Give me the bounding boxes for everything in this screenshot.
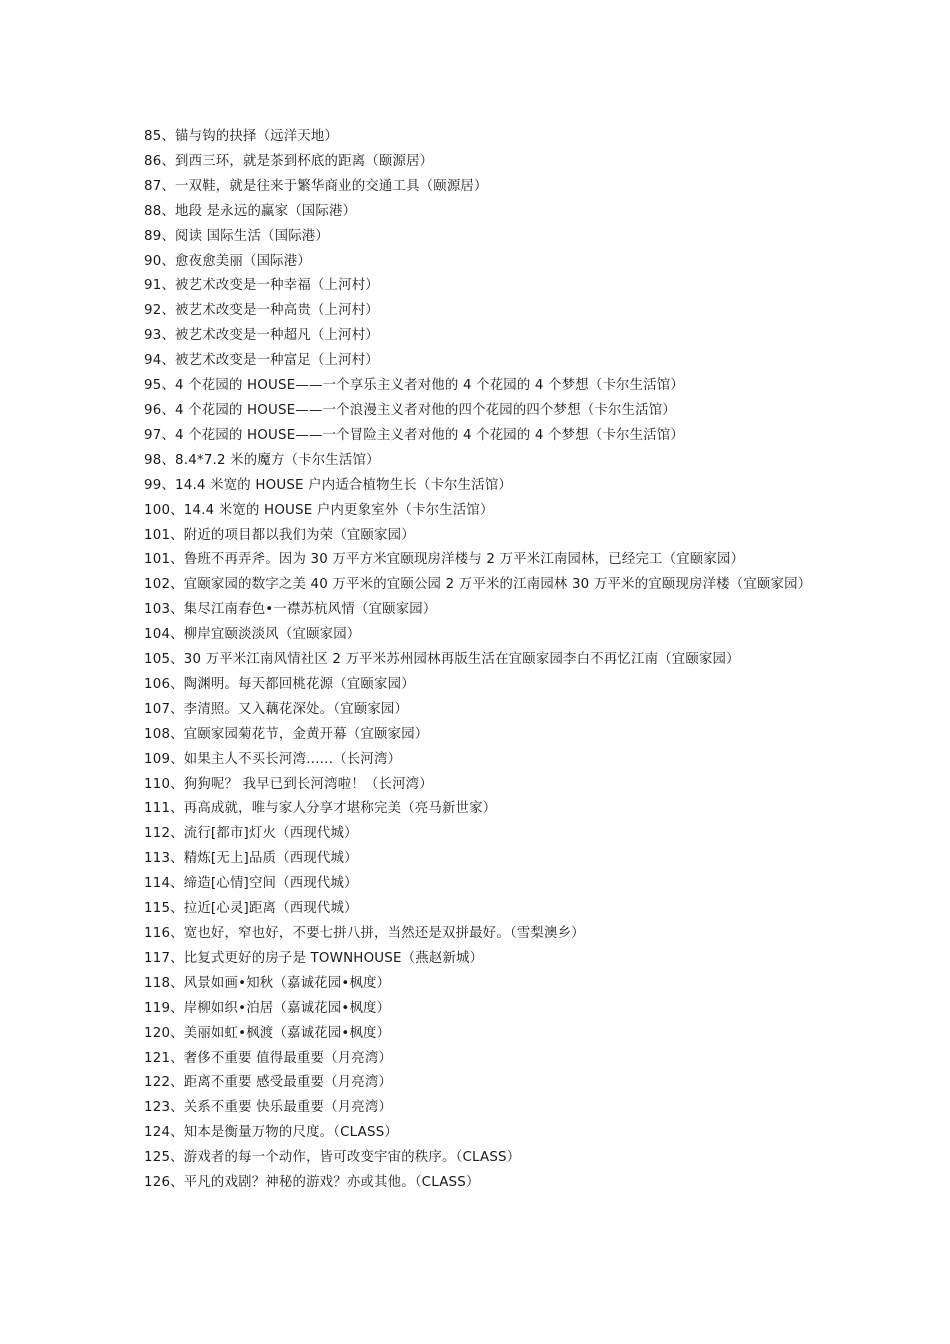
list-item: 103、集尽江南春色•一襟苏杭风情（宜颐家园） <box>144 602 437 618</box>
list-item: 113、精炼[无上]品质（西现代城） <box>144 851 358 867</box>
list-item: 99、14.4 米宽的 HOUSE 户内适合植物生长（卡尔生活馆） <box>144 477 513 493</box>
list-item: 123、关系不重要 快乐最重要（月亮湾） <box>144 1100 393 1116</box>
list-item: 89、阅读 国际生活（国际港） <box>144 228 329 244</box>
list-item: 122、距离不重要 感受最重要（月亮湾） <box>144 1075 393 1091</box>
list-item: 93、被艺术改变是一种超凡（上河村） <box>144 328 379 344</box>
list-item: 117、比复式更好的房子是 TOWNHOUSE（燕赵新城） <box>144 950 484 966</box>
list-item: 96、4 个花园的 HOUSE——一个浪漫主义者对他的四个花园的四个梦想（卡尔生活馆） <box>144 402 676 418</box>
list-item: 108、宜颐家园菊花节，金黄开幕（宜颐家园） <box>144 726 429 742</box>
list-item: 102、宜颐家园的数字之美 40 万平米的宜颐公园 2 万平米的江南园林 30 万平米的宜颐现房洋楼（宜颐家园） <box>144 577 812 593</box>
list-item: 105、30 万平米江南风情社区 2 万平米苏州园林再版生活在宜颐家园李白不再忆江南（宜颐家园） <box>144 652 740 668</box>
list-item: 111、再高成就，唯与家人分享才堪称完美（亮马新世家） <box>144 801 497 817</box>
list-item: 106、陶渊明。每天都回桃花源（宜颐家园） <box>144 676 415 692</box>
list-item: 92、被艺术改变是一种高贵（上河村） <box>144 303 379 319</box>
list-item: 86、到西三环，就是茶到杯底的距离（颐源居） <box>144 153 434 169</box>
list-item: 110、狗狗呢？ 我早已到长河湾啦！（长河湾） <box>144 776 433 792</box>
list-item: 100、14.4 米宽的 HOUSE 户内更象室外（卡尔生活馆） <box>144 502 494 518</box>
list-item: 101、鲁班不再弄斧。因为 30 万平方米宜颐现房洋楼与 2 万平米江南园林，已经完工（宜颐家园） <box>144 552 745 568</box>
list-item: 94、被艺术改变是一种富足（上河村） <box>144 353 379 369</box>
slogan-list <box>144 125 814 1196</box>
list-item: 101、附近的项目都以我们为荣（宜颐家园） <box>144 527 415 543</box>
list-item: 124、知本是衡量万物的尺度。（CLASS） <box>144 1125 399 1141</box>
list-item: 115、拉近[心灵]距离（西现代城） <box>144 901 358 917</box>
list-item: 90、愈夜愈美丽（国际港） <box>144 253 311 269</box>
list-item: 104、柳岸宜颐淡淡风（宜颐家园） <box>144 627 361 643</box>
list-item: 109、如果主人不买长河湾……（长河湾） <box>144 751 402 767</box>
list-item: 85、锚与钩的抉择（远洋天地） <box>144 129 339 144</box>
list-item: 114、缔造[心情]空间（西现代城） <box>144 876 358 892</box>
list-item: 119、岸柳如织•泊居（嘉诚花园•枫度） <box>144 1000 391 1016</box>
list-item: 98、8.4*7.2 米的魔方（卡尔生活馆） <box>144 452 380 468</box>
list-item: 121、奢侈不重要 值得最重要（月亮湾） <box>144 1050 393 1066</box>
list-item: 118、风景如画•知秋（嘉诚花园•枫度） <box>144 975 391 991</box>
list-item: 91、被艺术改变是一种幸福（上河村） <box>144 278 379 294</box>
list-item: 112、流行[都市]灯火（西现代城） <box>144 826 358 842</box>
list-item: 116、宽也好，窄也好，不要七拼八拼，当然还是双拼最好。（雪梨澳乡） <box>144 926 585 941</box>
list-item: 95、4 个花园的 HOUSE——一个享乐主义者对他的 4 个花园的 4 个梦想（卡尔生活馆） <box>144 378 685 394</box>
list-item: 125、游戏者的每一个动作，皆可改变宇宙的秩序。（CLASS） <box>144 1150 521 1166</box>
list-item: 107、李清照。又入藕花深处。（宜颐家园） <box>144 701 409 717</box>
list-item: 97、4 个花园的 HOUSE——一个冒险主义者对他的 4 个花园的 4 个梦想（卡尔生活馆） <box>144 427 685 443</box>
list-item: 126、平凡的戏剧？神秘的游戏？亦或其他。（CLASS） <box>144 1175 480 1191</box>
list-item: 87、一双鞋，就是往来于繁华商业的交通工具（颐源居） <box>144 178 488 194</box>
list-item: 120、美丽如虹•枫渡（嘉诚花园•枫度） <box>144 1025 391 1041</box>
list-item: 88、地段 是永远的赢家（国际港） <box>144 203 357 219</box>
